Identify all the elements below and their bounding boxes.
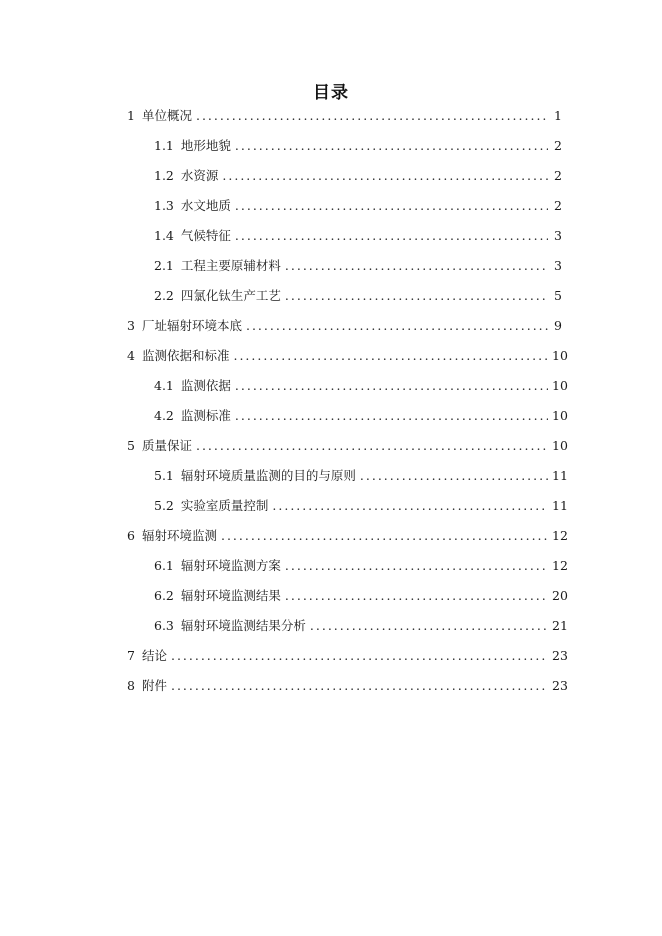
toc-entry-number: 6 <box>127 528 135 543</box>
toc-entry[interactable] <box>127 251 562 281</box>
toc-entry-title: 气候特征 <box>180 228 231 243</box>
toc-entry-page-number: 3 <box>554 228 562 243</box>
toc-title: 目录 <box>313 83 349 103</box>
toc-dot-leader <box>171 641 548 671</box>
toc-entry[interactable] <box>127 221 562 251</box>
toc-dot-leader <box>196 101 548 131</box>
toc-dot-leader <box>285 251 548 281</box>
toc-entry-page-number: 9 <box>554 318 562 333</box>
toc-entry[interactable] <box>127 581 568 611</box>
toc-entry-page-number: 21 <box>552 618 568 633</box>
toc-entry-number: 5 <box>127 438 135 453</box>
toc-entry-number: 1 <box>127 108 135 123</box>
toc-dot-leader <box>360 461 548 491</box>
toc-entry-title: 单位概况 <box>141 108 192 123</box>
toc-entry-title: 辐射环境监测 <box>141 528 217 543</box>
toc-entry-number: 1.2 <box>154 168 174 183</box>
toc-entry-number: 8 <box>127 678 135 693</box>
toc-entry-number: 2.1 <box>154 258 174 273</box>
toc-entry[interactable] <box>127 611 568 641</box>
toc-dot-leader <box>285 281 548 311</box>
toc-entry-number: 4.2 <box>154 408 174 423</box>
toc-entry[interactable] <box>127 461 568 491</box>
toc-entry-title: 辐射环境质量监测的目的与原则 <box>180 468 356 483</box>
toc-entry[interactable] <box>127 281 562 311</box>
toc-entry[interactable] <box>127 431 568 461</box>
toc-entry-title: 监测标准 <box>180 408 231 423</box>
toc-entry-title: 地形地貌 <box>180 138 231 153</box>
toc-dot-leader <box>285 551 548 581</box>
toc-entry-page-number: 10 <box>552 348 568 363</box>
toc-entry-page-number: 2 <box>554 198 562 213</box>
toc-entry-page-number: 12 <box>552 558 568 573</box>
toc-entry-page-number: 2 <box>554 138 562 153</box>
toc-entry[interactable] <box>127 641 568 671</box>
toc-entry[interactable] <box>127 491 568 521</box>
toc-entry-number: 1.1 <box>154 138 174 153</box>
toc-entry[interactable] <box>127 311 562 341</box>
toc-entry-page-number: 11 <box>552 468 568 483</box>
toc-entry-page-number: 2 <box>554 168 562 183</box>
toc-dot-leader <box>196 431 548 461</box>
toc-dot-leader <box>171 671 548 701</box>
toc-entry-number: 7 <box>127 648 135 663</box>
toc-entry-title: 监测依据和标准 <box>141 348 230 363</box>
toc-entry-number: 1.3 <box>154 198 174 213</box>
toc-entry-page-number: 5 <box>554 288 562 303</box>
toc-entry-title: 监测依据 <box>180 378 231 393</box>
toc-entry-title: 工程主要原辅材料 <box>180 258 281 273</box>
toc-entry[interactable] <box>127 161 562 191</box>
toc-entry[interactable] <box>127 131 562 161</box>
toc-entry-page-number: 10 <box>552 438 568 453</box>
toc-entry-title: 水资源 <box>180 168 219 183</box>
toc-entry[interactable] <box>127 671 568 701</box>
toc-entry-number: 4.1 <box>154 378 174 393</box>
toc-entry-page-number: 10 <box>552 408 568 423</box>
toc-entry-page-number: 11 <box>552 498 568 513</box>
toc-entry[interactable] <box>127 521 568 551</box>
toc-dot-leader <box>221 521 548 551</box>
toc-entry-page-number: 23 <box>552 648 568 663</box>
toc-dot-leader <box>235 221 548 251</box>
toc-entry-page-number: 20 <box>552 588 568 603</box>
toc-entry-page-number: 23 <box>552 678 568 693</box>
toc-entry[interactable] <box>127 371 568 401</box>
toc-entry-number: 3 <box>127 318 135 333</box>
toc-entry-number: 4 <box>127 348 135 363</box>
toc-entry-title: 辐射环境监测结果分析 <box>180 618 306 633</box>
toc-dot-leader <box>285 581 548 611</box>
toc-entry[interactable] <box>127 401 568 431</box>
toc-dot-leader <box>233 341 548 371</box>
toc-entry[interactable] <box>127 101 562 131</box>
toc-entry-title: 辐射环境监测结果 <box>180 588 281 603</box>
toc-entry-title: 四氯化钛生产工艺 <box>180 288 281 303</box>
toc-entry-title: 厂址辐射环境本底 <box>141 318 242 333</box>
toc-dot-leader <box>246 311 548 341</box>
toc-entry-number: 2.2 <box>154 288 174 303</box>
toc-entry-number: 1.4 <box>154 228 174 243</box>
toc-dot-leader <box>310 611 548 641</box>
toc-entry-title: 质量保证 <box>141 438 192 453</box>
toc-entry-number: 6.3 <box>154 618 174 633</box>
toc-entry[interactable] <box>127 191 562 221</box>
toc-entry-page-number: 10 <box>552 378 568 393</box>
toc-entry-number: 6.2 <box>154 588 174 603</box>
toc-dot-leader <box>222 161 548 191</box>
toc-entry-number: 5.1 <box>154 468 174 483</box>
toc-entry-title: 实验室质量控制 <box>180 498 269 513</box>
toc-entry-title: 辐射环境监测方案 <box>180 558 281 573</box>
toc-entry[interactable] <box>127 341 568 371</box>
toc-entry-number: 5.2 <box>154 498 174 513</box>
toc-entry-title: 附件 <box>141 678 167 693</box>
toc-entry-page-number: 1 <box>554 108 562 123</box>
toc-entry-page-number: 3 <box>554 258 562 273</box>
toc-dot-leader <box>235 131 548 161</box>
toc-dot-leader <box>235 371 548 401</box>
toc-entry-title: 水文地质 <box>180 198 231 213</box>
toc-dot-leader <box>272 491 548 521</box>
toc-entry-number: 6.1 <box>154 558 174 573</box>
toc-entry-title: 结论 <box>141 648 167 663</box>
toc-dot-leader <box>235 191 548 221</box>
toc-entry[interactable] <box>127 551 568 581</box>
toc-dot-leader <box>235 401 548 431</box>
toc-list <box>127 101 568 701</box>
toc-entry-page-number: 12 <box>552 528 568 543</box>
